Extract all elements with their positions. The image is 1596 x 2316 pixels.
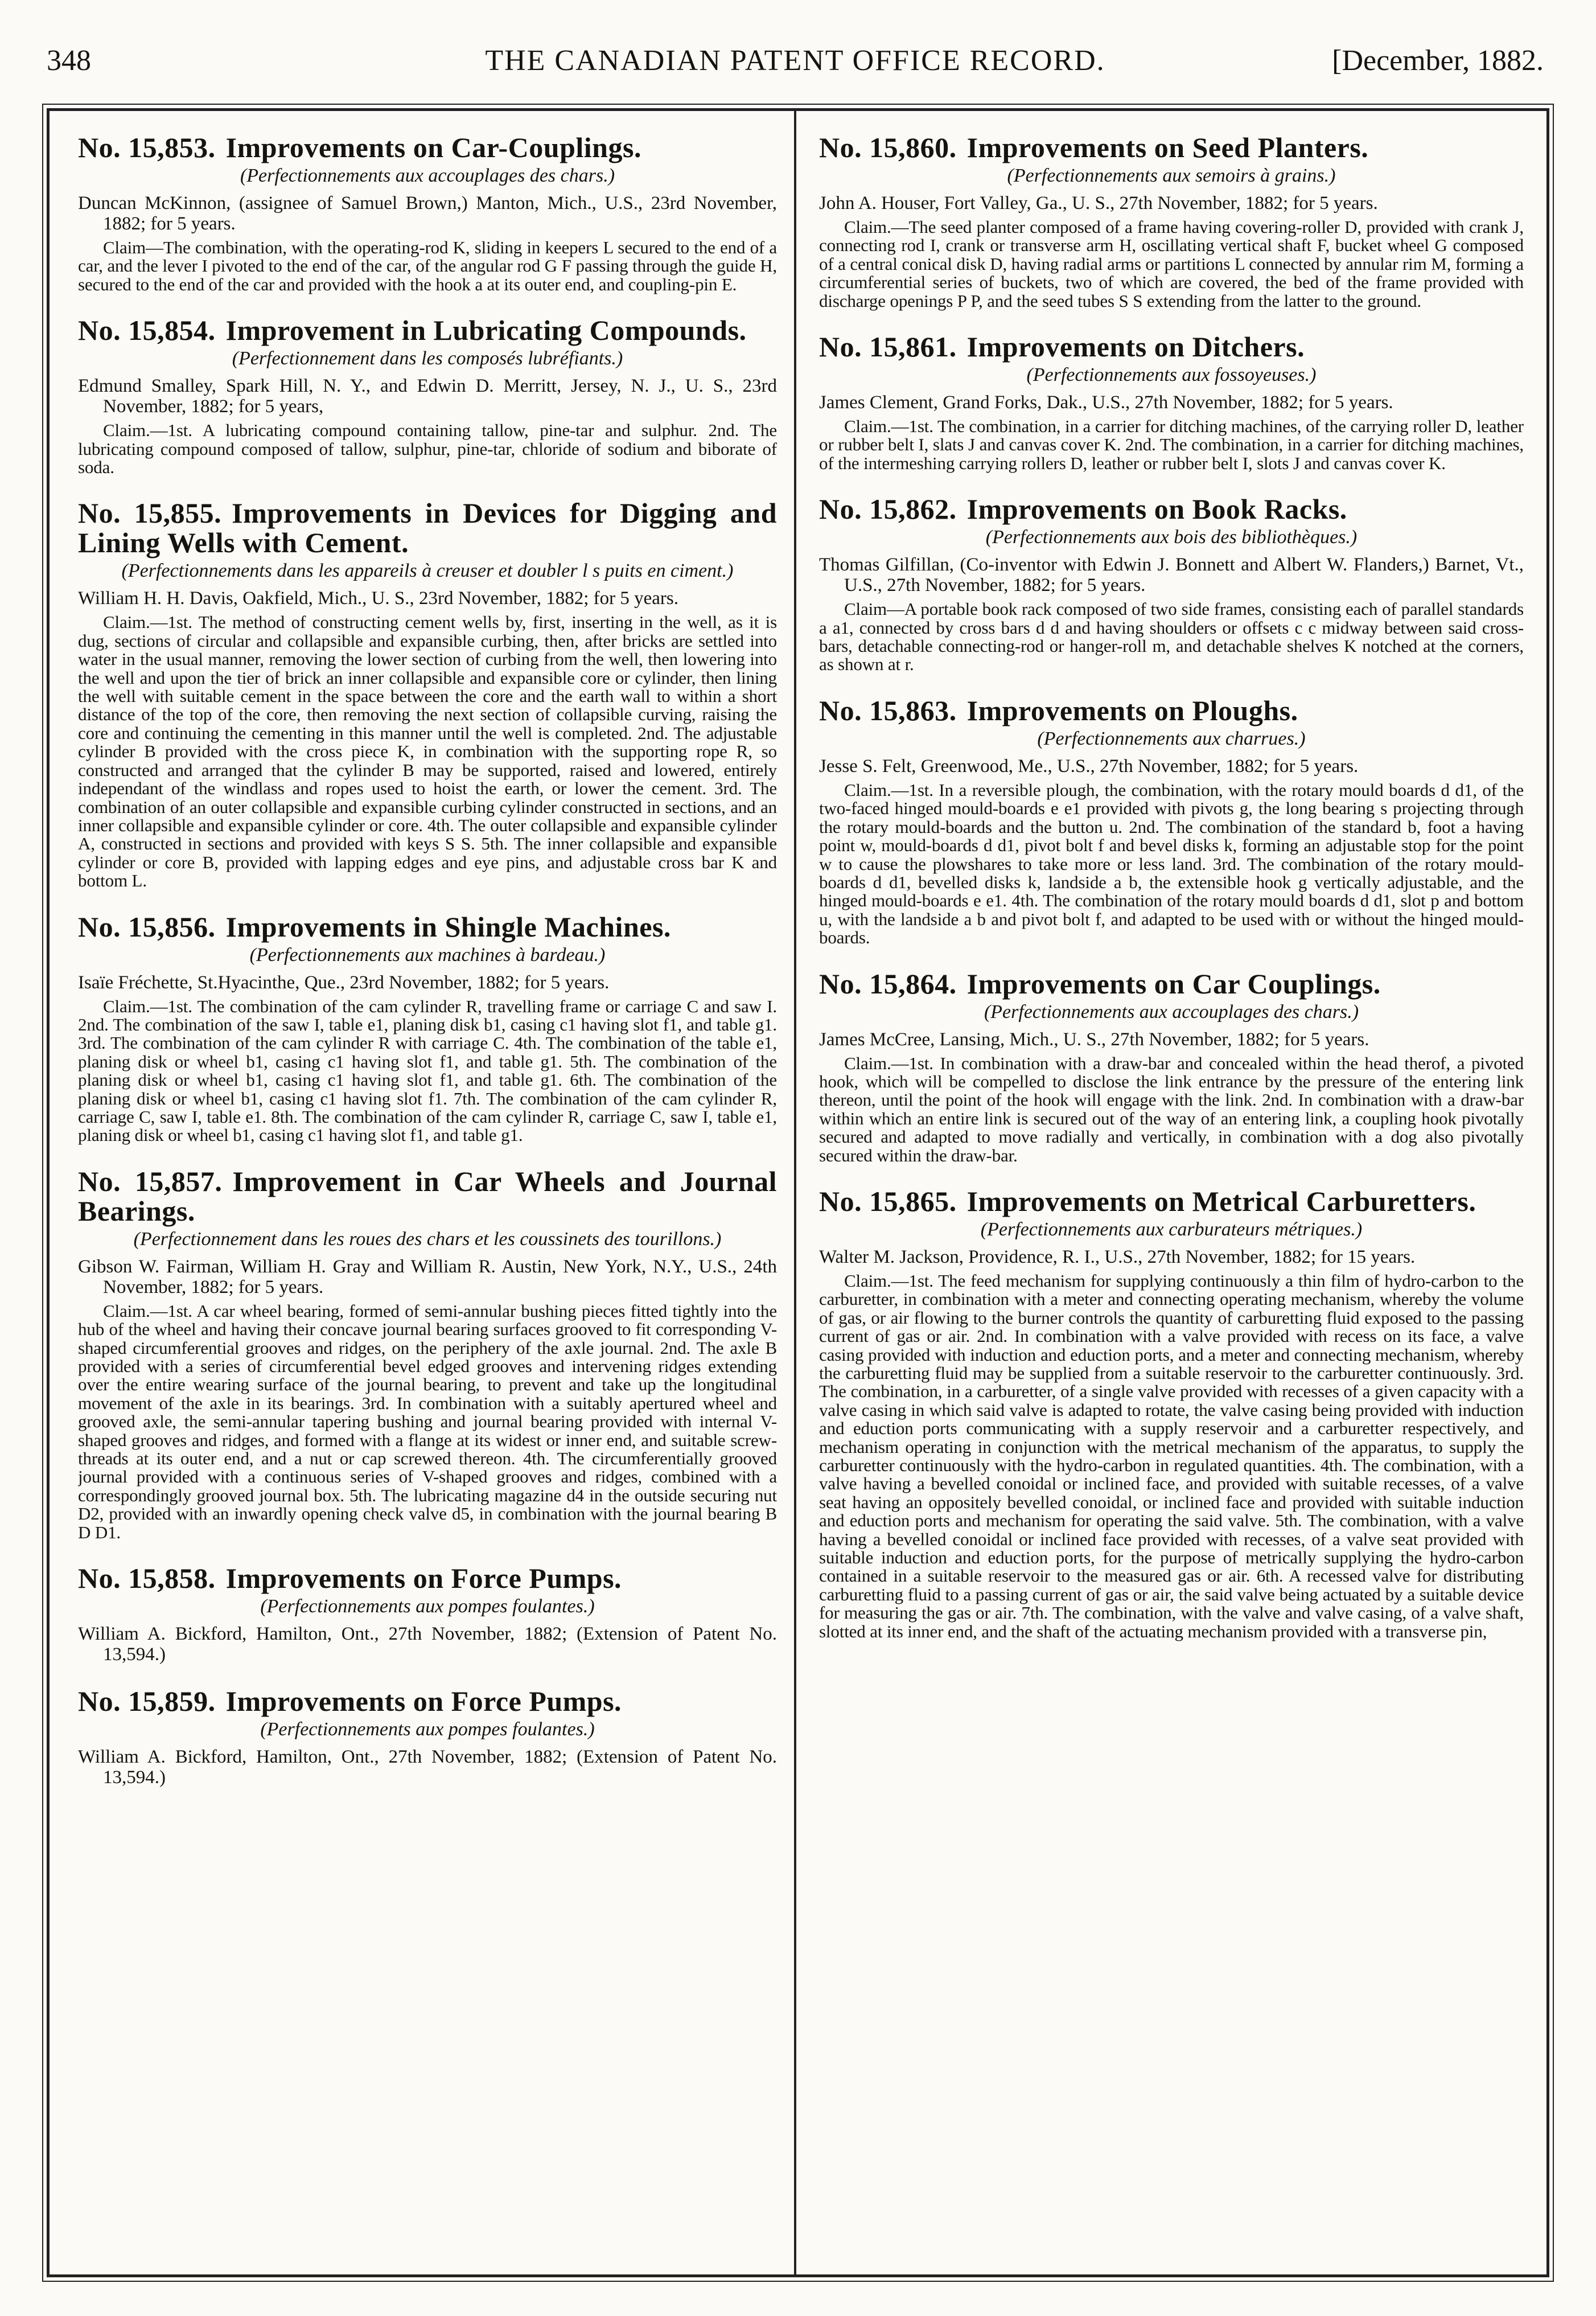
french-title: (Perfectionnements aux carburateurs métriques.) bbox=[980, 1218, 1363, 1240]
entry-number: No. 15,858. bbox=[78, 1562, 216, 1595]
claim-text: Claim.—1st. In combination with a draw-bar and concealed within the head therof, a pivoted hook, which will be compelled to disclose the link entrance by the pressure of the entering link thereon, until the point of the hook will engage with the link. 2nd. In combination with a draw-bar within which an entire link is secured out of the way of an entering link, a coupling hook pivotally secured and adapted to move radially and vertically, in combination with a dog also pivotally secured within the draw-bar. bbox=[819, 1053, 1524, 1165]
entry-title: Improvements on Book Racks. bbox=[966, 493, 1347, 525]
column-divider bbox=[794, 111, 796, 2274]
french-title: (Perfectionnement dans les composés lubréfiants.) bbox=[232, 348, 623, 369]
claim-text: Claim.—1st. A lubricating compound containing tallow, pine-tar and sulphur. 2nd. The lubricating compound composed of tallow, sulphur, pine-tar, chloride of sodium and biborate of soda. bbox=[78, 420, 777, 478]
french-title: (Perfectionnements aux charrues.) bbox=[1037, 728, 1306, 749]
entry-heading bbox=[78, 1686, 777, 1716]
entry-number: No. 15,865. bbox=[819, 1185, 957, 1217]
entry-heading bbox=[78, 912, 777, 942]
entry-number: No. 15,862. bbox=[819, 493, 957, 525]
page-frame bbox=[47, 108, 1549, 2277]
patent-entry-15853 bbox=[78, 133, 777, 294]
inventor-line: Gibson W. Fairman, William H. Gray and William R. Austin, New York, N.Y., U.S., 24th November, 1882; for 5 years. bbox=[78, 1256, 777, 1297]
entry-number: No. 15,856. bbox=[78, 910, 216, 943]
patent-entry-15862 bbox=[819, 494, 1524, 674]
left-column bbox=[78, 133, 777, 2259]
entry-heading bbox=[819, 133, 1524, 162]
entry-number: No. 15,853. bbox=[78, 133, 216, 163]
entry-title: Improvements on Car Couplings. bbox=[966, 967, 1381, 1000]
entry-number: No. 15,854. bbox=[78, 314, 216, 347]
french-title: (Perfectionnements aux pompes foulantes.) bbox=[260, 1596, 595, 1617]
entry-number: No. 15,861. bbox=[819, 331, 957, 363]
french-title: (Perfectionnements aux fossoyeuses.) bbox=[1026, 364, 1317, 386]
claim-text: Claim.—1st. The feed mechanism for supplying continuously a thin film of hydro-carbon to the carburetter, in combination with a meter and connecting operating mechanism, whereby the volume of gas, or air flowing to the burner controls the quantity of carburetting fluid exposed to the passing current of gas or air. 2nd. In combination with a valve provided with recess on its face, a valve casing provided with induction and eduction ports, and a meter and connecting mechanism, whereby the carburetting fluid may be supplied from a suitable reservoir to the carburetter continuously. 3rd. The combination, in a carburetter, of a single valve provided with recesses of a given capacity with a valve casing in which said valve is adapted to rotate, the valve casing being provided with induction and eduction ports communicating with a supply reservoir and a carburetter respectively, and mechanism operating in conjunction with the metrical mechanism of the apparatus, to supply the carburetter continuously with the hydro-carbon in regulated quantities. 4th. The combination, with a valve having a bevelled conoidal or inclined face, and provided with suitable recesses, of a valve seat having an oppositely bevelled conoidal, or inclined face and provided with suitable induction and eduction ports and mechanism for operating the said valve. 5th. The combination, with a valve having a bevelled conoidal or inclined face provided with recesses, of a valve seat provided with suitable induction and eduction ports, for the purpose of metrically supplying the hydro-carbon contained in a suitable reservoir to the measured gas or air. 6th. A recessed valve for distributing carburetting fluid to a passing current of gas or air, the said valve being actuated by a suitable device for measuring the gas or air. 7th. The combination, with the valve and valve casing, of a valve shaft, slotted at its inner end, and the shaft of the actuating mechanism provided with a transverse pin, bbox=[819, 1270, 1524, 1641]
french-title: (Perfectionnements aux pompes foulantes.) bbox=[260, 1719, 595, 1740]
patent-entry-15865 bbox=[819, 1186, 1524, 1641]
entry-number: No. 15,859. bbox=[78, 1685, 216, 1718]
patent-entry-15863 bbox=[819, 696, 1524, 947]
patent-entry-15864 bbox=[819, 969, 1524, 1165]
french-title: (Perfectionnements aux bois des bibliothèques.) bbox=[985, 527, 1358, 548]
claim-text: Claim—The combination, with the operating-rod K, sliding in keepers L secured to the end of a car, and the lever I pivoted to the end of the car, of the angular rod G F passing through the guide H, secured to the end of the car and provided with the hook a at its outer end, and coupling-pin E. bbox=[78, 237, 777, 294]
inventor-line: Edmund Smalley, Spark Hill, N. Y., and Edwin D. Merritt, Jersey, N. J., U. S., 23rd November, 1882; for 5 years, bbox=[78, 376, 777, 417]
entry-title: Improvements on Ploughs. bbox=[966, 694, 1298, 726]
entry-heading bbox=[78, 315, 777, 345]
entry-number: No. 15,860. bbox=[819, 133, 957, 163]
entry-title: Improvements on Metrical Carburetters. bbox=[966, 1185, 1476, 1217]
french-title: (Perfectionnements aux accouplages des chars.) bbox=[240, 165, 615, 186]
entry-heading bbox=[819, 332, 1524, 362]
french-title: (Perfectionnements dans les appareils à creuser et doubler l s puits en ciment.) bbox=[121, 560, 734, 582]
inventor-line: Duncan McKinnon, (assignee of Samuel Brown,) Manton, Mich., U.S., 23rd November, 1882; for 5 years. bbox=[78, 193, 777, 234]
inventor-line: Jesse S. Felt, Greenwood, Me., U.S., 27th November, 1882; for 5 years. bbox=[819, 755, 1359, 777]
running-head bbox=[47, 35, 1544, 87]
french-title: (Perfectionnements aux semoirs à grains.) bbox=[1007, 165, 1336, 186]
patent-entry-15858 bbox=[78, 1563, 777, 1665]
issue-date: [December, 1882. bbox=[1332, 44, 1544, 77]
entry-heading bbox=[819, 1186, 1524, 1216]
entry-title: Improvement in Lubricating Compounds. bbox=[225, 314, 747, 347]
entry-title: Improvements on Force Pumps. bbox=[225, 1685, 622, 1718]
patent-entry-15856 bbox=[78, 912, 777, 1145]
entry-number: No. 15,863. bbox=[819, 694, 957, 726]
claim-text: Claim.—1st. In a reversible plough, the combination, with the rotary mould boards d d1, of the two-faced hinged mould-boards e e1 provided with pivots g, the long bearing s projecting through the rotary mould-boards and the button u. 2nd. The combination of the standard b, foot a having point w, mould-boards d d1, pivot bolt f and bevel disks k, forming an adjustable stop for the point w to cause the plowshares to take more or less land. 3rd. The combination of the rotary mould-boards d d1, bevelled disks k, landside a b, the extensible hook g vertically adjustable, and the hinged mould-boards e e1. 4th. The combination of the rotary mould boards d d1, slot p and bottom u, with the landside a b and pivot bolt f, and adapted to be used with or without the hinged mould-boards. bbox=[819, 779, 1524, 948]
entry-heading bbox=[819, 494, 1524, 524]
french-title: (Perfectionnement dans les roues des chars et les coussinets des tourillons.) bbox=[133, 1228, 722, 1250]
entry-heading bbox=[78, 1563, 777, 1593]
entry-heading bbox=[819, 696, 1524, 725]
entry-title: Improvement in Car Wheels and Journal Bearings. bbox=[78, 1165, 777, 1227]
french-title: (Perfectionnements aux machines à bardeau.) bbox=[249, 944, 606, 966]
entry-title: Improvements in Devices for Digging and Lining Wells with Cement. bbox=[78, 497, 777, 559]
entry-title: Improvements on Car-Couplings. bbox=[225, 133, 641, 163]
claim-text: Claim.—1st. A car wheel bearing, formed of semi-annular bushing pieces fitted tightly into the hub of the wheel and having their concave journal bearing surfaces grooved to fit corresponding V-shaped circumferential grooves and ridges, on the periphery of the axle journal. 2nd. The axle B provided with a series of circumferential bevel edged grooves and intervening ridges extending over the entire wearing surface of the journal bearing, to prevent and take up the longitudinal movement of the axle in its bearings. 3rd. In combination with a suitably apertured wheel and grooved axle, the semi-annular tapering bushing and journal bearing provided with internal V-shaped grooves and ridges, and formed with a flange at its widest or inner end, and suitable screw-threads at its outer end, and a nut or cap screwed thereon. 4th. The circumferentially grooved journal provided with a continuous series of V-shaped grooves and ridges, combined with a correspondingly grooved journal box. 5th. The lubricating magazine d4 in the outside securing nut D2, provided with an inwardly opening check valve d5, in combination with the journal bearing B D D1. bbox=[78, 1300, 777, 1542]
patent-entry-15859 bbox=[78, 1686, 777, 1788]
entry-number: No. 15,864. bbox=[819, 967, 957, 1000]
inventor-line: Walter M. Jackson, Providence, R. I., U.S., 27th November, 1882; for 15 years. bbox=[819, 1246, 1416, 1267]
entry-title: Improvements in Shingle Machines. bbox=[225, 910, 671, 943]
entry-heading bbox=[78, 498, 777, 557]
patent-entry-15857 bbox=[78, 1167, 777, 1542]
entry-heading bbox=[78, 1167, 777, 1226]
right-column bbox=[819, 133, 1524, 2259]
entry-number: No. 15,855. bbox=[78, 497, 222, 529]
claim-text: Claim.—1st. The combination, in a carrier for ditching machines, of the carrying roller D, leather or rubber belt I, slats J and canvas cover K. 2nd. The combination, in a carrier for ditching machines, of the intermeshing carrying rollers D, leather or rubber belt I, slots J and canvas cover K. bbox=[819, 416, 1524, 473]
inventor-line: William A. Bickford, Hamilton, Ont., 27th November, 1882; (Extension of Patent No. 13,594.) bbox=[78, 1624, 777, 1665]
claim-text: Claim.—1st. The combination of the cam cylinder R, travelling frame or carriage C and saw I. 2nd. The combination of the saw I, table e1, planing disk b1, casing c1 having slot f1, and table g1. 3rd. The combination of the cam cylinder R with carriage C. 4th. The combination of the table e1, planing disk or wheel b1, casing c1 having slot f1, and table g1. 5th. The combination of the planing disk or wheel b1, casing c1 having slot f1, and table g1. 6th. The combination of the planing disk or wheel b1, casing c1 having slot f1. 7th. The combination of the cam cylinder R, carriage C, saw I, table e1. 8th. The combination of the cam cylinder R, carriage C, saw I, table e1, planing disk or wheel b1, casing c1 having slot f1, and table g1. bbox=[78, 996, 777, 1145]
entry-heading bbox=[819, 969, 1524, 999]
inventor-line: John A. Houser, Fort Valley, Ga., U. S., 27th November, 1882; for 5 years. bbox=[819, 193, 1378, 213]
inventor-line: Thomas Gilfillan, (Co-inventor with Edwin J. Bonnett and Albert W. Flanders,) Barnet, Vt., U.S., 27th November, 1882; for 5 years. bbox=[819, 555, 1524, 596]
inventor-line: James Clement, Grand Forks, Dak., U.S., 27th November, 1882; for 5 years. bbox=[819, 392, 1393, 413]
journal-title: THE CANADIAN PATENT OFFICE RECORD. bbox=[485, 44, 1105, 77]
entry-title: Improvements on Ditchers. bbox=[966, 331, 1305, 363]
inventor-line: William A. Bickford, Hamilton, Ont., 27th November, 1882; (Extension of Patent No. 13,594.) bbox=[78, 1747, 777, 1788]
entry-heading bbox=[78, 133, 777, 162]
entry-number: No. 15,857. bbox=[78, 1165, 223, 1197]
page-number: 348 bbox=[47, 44, 91, 77]
inventor-line: James McCree, Lansing, Mich., U. S., 27th November, 1882; for 5 years. bbox=[819, 1029, 1369, 1050]
claim-text: Claim.—The seed planter composed of a frame having covering-roller D, provided with crank J, connecting rod I, crank or transverse arm H, oscillating vertical shaft F, bucket wheel G composed of a central conical disk D, having radial arms or partitions L connected by annular rim M, forming a circumferential series of buckets, two of which are covered, the bed of the frame provided with discharge openings P P, and the seed tubes S S extending from the latter to the ground. bbox=[819, 217, 1524, 311]
entry-title: Improvements on Seed Planters. bbox=[966, 133, 1369, 163]
claim-text: Claim—A portable book rack composed of two side frames, consisting each of parallel standards a a1, connected by cross bars d d and having shoulders or offsets c c midway between said cross-bars, detachable connecting-rod or hanger-roll m, and detachable shelves K notched at the corners, as shown at r. bbox=[819, 599, 1524, 675]
patent-entry-15854 bbox=[78, 315, 777, 477]
patent-entry-15860 bbox=[819, 133, 1524, 310]
inventor-line: William H. H. Davis, Oakfield, Mich., U. S., 23rd November, 1882; for 5 years. bbox=[78, 588, 678, 609]
patent-entry-15855 bbox=[78, 498, 777, 890]
claim-text: Claim.—1st. The method of constructing cement wells by, first, inserting in the well, as it is dug, sections of circular and collapsible and expansible curbing, then, after bricks are settled into water in the usual manner, removing the lower section of curbing from the well, then lowering into the well and upon the tier of brick an inner collapsible and expansible core or cylinder, then lining the well with suitable cement in the space between the core and the earth wall to within a short distance of the top of the core, then removing the next section of collapsible curving, raising the core and continuing the cementing in this manner until the well is completed. 2nd. The adjustable cylinder B provided with the cross piece K, in combination with the supporting rope R, so constructed and arranged that the cylinder B may be supported, raised and lowered, entirely independant of the windlass and ropes used to hoist the earth, or lower the cement. 3rd. The combination of an outer collapsible and expansible curbing cylinder constructed in sections, and an inner collapsible and expansible cylinder or core. 4th. The outer collapsible and expansible cylinder A, constructed in sections and provided with keys S S. 5th. The inner collapsible and expansible cylinder or core B, provided with lapping edges and eye pins, and adjustable cross bar K and bottom L. bbox=[78, 612, 777, 891]
patent-entry-15861 bbox=[819, 332, 1524, 473]
french-title: (Perfectionnements aux accouplages des chars.) bbox=[984, 1001, 1359, 1023]
entry-title: Improvements on Force Pumps. bbox=[225, 1562, 622, 1595]
inventor-line: Isaïe Fréchette, St.Hyacinthe, Que., 23rd November, 1882; for 5 years. bbox=[78, 972, 610, 993]
